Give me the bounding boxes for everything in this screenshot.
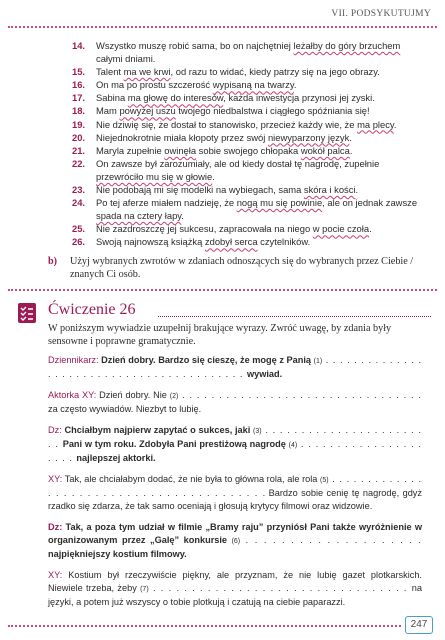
gap-number: (7) [140, 586, 149, 593]
sentence-text: . [293, 79, 297, 91]
sentence-text: Niejednokrotnie miała kłopoty przez swój [96, 131, 268, 143]
sentence-item [72, 131, 424, 144]
checklist-icon [18, 303, 36, 323]
question-text: najpiękniejszy kostium filmowy. [48, 549, 187, 559]
sentence-text: . [212, 170, 215, 182]
sentence-item [72, 39, 424, 65]
sentence-number: 25. [72, 223, 86, 235]
gap-number: (4) [288, 442, 298, 449]
gap-number: (2) [169, 393, 179, 400]
sentence-number: 16. [72, 79, 86, 91]
question-text: najlepszej aktorki. [76, 453, 156, 463]
dialogue-line [48, 424, 422, 465]
sentence-text: , ale on jednak zawsze [322, 197, 418, 209]
sentence-number: 24. [72, 197, 86, 209]
gap-number: (5) [320, 477, 329, 484]
speaker-label: Dz: [48, 425, 65, 435]
answer-text: . Bardzo sobie cenię tę nagrodę, gdyż rzadko się zdarza, że tak samo oceniają i głosują krytycy filmowi oraz widzowie. [48, 488, 422, 511]
speaker-label: XY: [48, 570, 69, 580]
task-b-text: Użyj wybranych zwrotów w zdaniach odnoszących się do wybranych przez Ciebie / znanych Ci osób. [70, 256, 414, 280]
sentence-number: 22. [72, 157, 86, 169]
answer-blank: . . . . . . . . . . . . . . . . . . . . . . . . . . . . . . . . . [148, 583, 412, 593]
sentence-number: 15. [72, 66, 86, 78]
answer-text: Kostium był rzeczywiście piękny, ale przyznam, że nie lubię gazet plotkarskich. Niewiele trzeba, żeby [48, 570, 422, 593]
exercise-instruction: W poniższym wywiadzie uzupełnij brakujące wyrazy. Zwróć uwagę, by zdania były sensowne i poprawne gramatycznie. [48, 323, 392, 347]
idiom-phrase: w pocie czoła [312, 223, 370, 235]
interview-dialogue [48, 354, 422, 617]
sentence-item [72, 183, 424, 196]
sentence-text: . [181, 210, 184, 222]
idiom-phrase: zdobył serca [204, 236, 258, 248]
idiom-phrase: przewróciło mu się w głowie [96, 170, 213, 182]
sentence-item [72, 196, 424, 222]
sentence-text: Nie podobają mi się modelki na wybiegach, sama [96, 184, 304, 196]
answer-blank: . . . . . . . . . . . . . . . . . . . . . . . . . . . . . . . . . . . . . . . . [48, 474, 422, 498]
question-text: wywiad. [246, 369, 283, 379]
sentence-number: 18. [72, 105, 86, 117]
answer-blank: . . . . . . . . . . . . . . . . . . . . [240, 535, 422, 545]
exercise-title: Ćwiczenie 26 [48, 301, 136, 318]
question-text: Tak, a poza tym udział w filmie „Bramy raju” przyniósł Pani także wyróżnienie w organizowanym przez „Galę” konkursie [48, 522, 422, 545]
gap-number: (3) [253, 428, 262, 435]
speaker-label: Dz: [48, 522, 66, 532]
dialogue-line [48, 569, 422, 609]
sentence-text: Nie dziwię się, że dostał to stanowisko, przecież każdy wie, że [96, 118, 358, 130]
speaker-label: XY: [48, 474, 65, 484]
sentence-text: całymi dniami. [96, 53, 156, 65]
question-text: Dzień dobry. Bardzo się cieszę, że mogę z Panią [101, 355, 314, 365]
gap-number: (1) [313, 358, 323, 365]
sentence-text: , od razu to widać, kiedy patrzy się na jego obrazy. [170, 66, 380, 78]
footer-dotted-rule [8, 625, 401, 627]
sentence-text: sobie swojego chłopaka [196, 144, 301, 156]
sentence-text: Swoją najnowszą książką [96, 236, 205, 248]
sentence-item [72, 235, 424, 248]
sentence-text: . [393, 118, 397, 130]
task-b [48, 255, 422, 281]
sentence-item [72, 91, 424, 104]
sentence-number: 26. [72, 236, 86, 248]
sentence-text: On ma po prostu szczerość [96, 79, 213, 91]
idiom-phrase: spada na cztery łapy [96, 210, 182, 222]
sentence-text: Talent [96, 66, 124, 78]
idiom-sentence-list [72, 39, 424, 249]
speaker-label: Dziennikarz: [48, 355, 102, 365]
sentence-text: , każda inwestycja przynosi jej zyski. [223, 92, 375, 104]
sentence-number: 17. [72, 92, 86, 104]
dialogue-line [48, 354, 422, 381]
idiom-phrase: leżałby do góry brzuchem [293, 40, 401, 51]
answer-blank: . . . . . . . . . . . . . . . . . . . . . . . . . . . . . . . . . . . . . . . . . . [48, 355, 422, 379]
sentence-text: . [355, 184, 359, 196]
idiom-phrase: owinęła [164, 144, 197, 156]
page-number: 247 [405, 616, 433, 634]
sentence-text: Wszystko muszę robić sama, bo on najchętniej [96, 40, 294, 51]
sentence-text: . [369, 223, 372, 235]
sentence-number: 19. [72, 118, 86, 130]
header-dotted-rule [8, 26, 437, 28]
sentence-text: On zawsze był zarozumiały, ale od kiedy dostał tę nagrodę, zupełnie [96, 157, 380, 169]
sentence-number: 20. [72, 131, 86, 143]
sentence-number: 23. [72, 184, 86, 196]
sentence-item [72, 104, 424, 117]
sentence-text: twojego niedbalstwa i ciągłego spóźniania się! [175, 105, 370, 117]
sentence-text: Po tej aferze miałem nadzieję, że [96, 197, 237, 209]
idiom-phrase: skóra i kości [303, 184, 356, 196]
idiom-phrase: niewyparzony język [267, 131, 350, 143]
dialogue-line [48, 521, 422, 561]
idiom-phrase: ma we krwi [123, 66, 171, 78]
speaker-label: Aktorka XY: [48, 390, 100, 400]
sentence-text: Nie zazdroszczę jej sukcesu, zapracowała na niego [96, 223, 313, 235]
sentence-number: 14. [72, 40, 86, 51]
sentence-text: Maryla zupełnie [96, 144, 165, 156]
answer-text: za często wywiadów. Niezbyt to lubię. [48, 404, 202, 414]
task-b-letter: b) [48, 256, 58, 267]
sentence-item [72, 78, 424, 91]
idiom-phrase: wypisaną na twarzy [212, 79, 294, 91]
sentence-text: Mam [96, 105, 120, 117]
idiom-phrase: ma plecy [357, 118, 394, 130]
sentence-item [72, 144, 424, 157]
sentence-item [72, 222, 424, 235]
dialogue-line [48, 389, 422, 416]
answer-blank: . . . . . . . . . . . . . . . . . . . . . . . . [48, 425, 422, 449]
answer-text: Dzień dobry. Nie [99, 390, 170, 400]
idiom-phrase: wokół palca [300, 144, 350, 156]
answer-blank: . . . . . . . . . . . . . . . . . . . . . . . . . . . . . . . . . [178, 390, 422, 400]
answer-text: na języki, a potem już wszyscy o tobie plotkują i czatują na ciebie paparazzi. [48, 583, 422, 607]
sentence-item [72, 65, 424, 78]
idiom-phrase: powyżej uszu [119, 105, 176, 117]
chapter-header: VII. PODSYKUTUJMY [331, 9, 431, 19]
sentence-text: . [349, 131, 352, 143]
sentence-text: . [349, 144, 353, 156]
sentence-number: 21. [72, 144, 86, 156]
question-text: Chciałbym najpierw zapytać o sukces, jaki [64, 425, 254, 435]
section-dotted-rule [8, 289, 437, 291]
sentence-item [72, 118, 424, 131]
idiom-phrase: ma głowę do interesów [127, 92, 224, 104]
sentence-text: Sabina [96, 92, 128, 104]
answer-text: Tak, ale chciałabym dodać, że nie była to główna rola, ale rola [64, 474, 321, 484]
sentence-text: czytelników. [257, 236, 311, 248]
answer-blank: . . . . . . . . . . . . . . . . . . . . . [48, 439, 422, 463]
gap-number: (6) [231, 538, 241, 545]
sentence-item [72, 157, 424, 183]
dialogue-line [48, 473, 422, 513]
question-text: Pani w tym roku. Zdobyła Pani prestiżową nagrodę [62, 439, 289, 449]
title-dotted-leader [158, 316, 431, 317]
idiom-phrase: nogą mu się powinie [236, 197, 323, 209]
